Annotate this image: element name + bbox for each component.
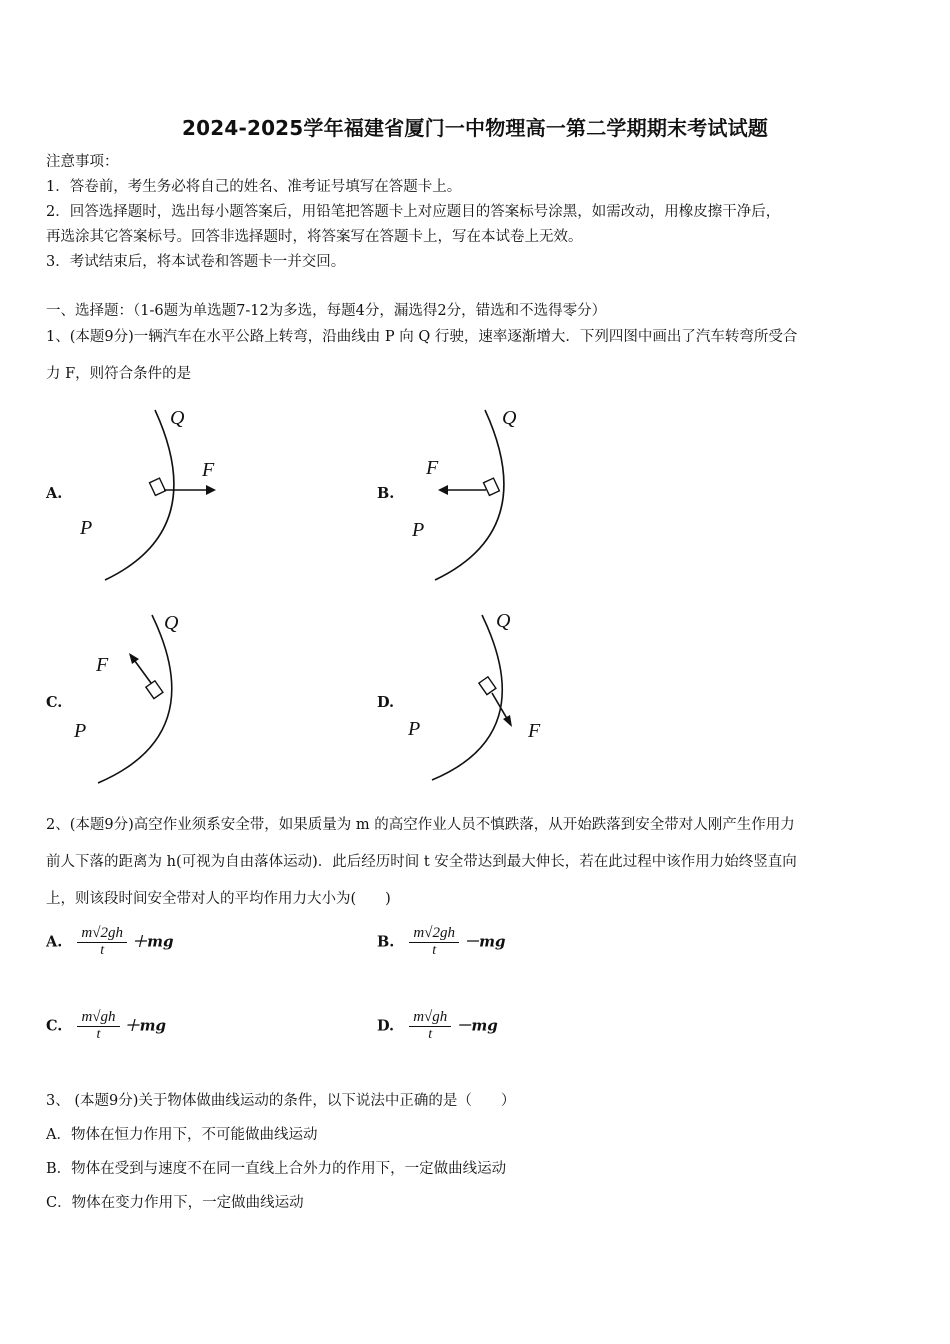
option-tail: ＋mg: [124, 1016, 166, 1035]
curve-path: [432, 615, 502, 780]
denominator: t: [96, 1027, 101, 1042]
curve-path: [105, 410, 174, 580]
q2-stem-line2: 前人下落的距离为 h(可视为自由落体运动)．此后经历时间 t 安全带达到最大伸长，若在此过程中该作用力始终竖直向: [46, 854, 797, 870]
q2-option-d[interactable]: [377, 1009, 498, 1043]
numerator: m√gh: [77, 1009, 119, 1027]
denominator: t: [428, 1027, 433, 1042]
option-tail: －mg: [456, 1016, 498, 1035]
fraction: [77, 925, 127, 959]
option-tail: －mg: [464, 932, 506, 951]
numerator: m√2gh: [409, 925, 459, 943]
car-box: [150, 478, 166, 495]
q1-figure-a: [60, 400, 260, 590]
force-arrowhead: [438, 485, 448, 495]
q-label: Q: [496, 610, 511, 632]
q1-option-b-label[interactable]: B.: [377, 485, 395, 502]
q2-option-b[interactable]: [377, 925, 505, 959]
q1-figure-d: [390, 605, 590, 795]
q2-stem-line3: 上，则该段时间安全带对人的平均作用力大小为( ): [46, 891, 391, 907]
fraction: [409, 1009, 451, 1043]
notice-item-2-cont: 再选涂其它答案标号。回答非选择题时，将答案写在答题卡上，写在本试卷上无效。: [46, 229, 583, 245]
section-heading: 一、选择题：（1-6题为单选题7-12为多选，每题4分，漏选得2分，错选和不选得零分）: [46, 303, 607, 319]
f-label: F: [528, 720, 541, 742]
q3-stem: 3、 (本题9分)关于物体做曲线运动的条件，以下说法中正确的是（ ）: [46, 1093, 516, 1109]
notice-item-1: 1．答卷前，考生务必将自己的姓名、准考证号填写在答题卡上。: [46, 179, 462, 195]
q2-option-c[interactable]: [46, 1009, 166, 1043]
option-label: B.: [377, 933, 395, 951]
notice-item-2: 2．回答选择题时，选出每小题答案后，用铅笔把答题卡上对应题目的答案标号涂黑，如需改动，用橡皮擦干净后，: [46, 204, 781, 220]
curve-path: [435, 410, 504, 580]
q-label: Q: [164, 612, 179, 634]
q1-figure-b: [390, 400, 590, 590]
f-label: F: [96, 654, 109, 676]
car-box: [146, 681, 163, 699]
force-arrowhead: [503, 715, 512, 727]
fraction: [77, 1009, 119, 1043]
q-label: Q: [502, 407, 517, 429]
q1-stem-line2: 力 F，则符合条件的是: [46, 366, 192, 382]
q2-option-a[interactable]: [46, 925, 173, 959]
option-tail: ＋mg: [132, 932, 174, 951]
numerator: m√gh: [409, 1009, 451, 1027]
notice-heading: 注意事项：: [46, 154, 119, 170]
option-label: A.: [46, 933, 63, 951]
denominator: t: [100, 943, 105, 958]
q1-option-d-label[interactable]: D.: [377, 694, 395, 711]
fraction: [409, 925, 459, 959]
q3-option-b[interactable]: B．物体在受到与速度不在同一直线上合外力的作用下，一定做曲线运动: [46, 1161, 507, 1177]
p-label: P: [408, 718, 421, 740]
q-label: Q: [170, 407, 185, 429]
q3-option-a[interactable]: A．物体在恒力作用下，不可能做曲线运动: [46, 1127, 318, 1143]
q2-stem-line1: 2、(本题9分)高空作业须系安全带，如果质量为 m 的高空作业人员不慎跌落，从开始跌落到安全带对人刚产生作用力: [46, 817, 795, 833]
numerator: m√2gh: [77, 925, 127, 943]
q3-option-c[interactable]: C．物体在变力作用下，一定做曲线运动: [46, 1195, 304, 1211]
q1-option-a-label[interactable]: A.: [46, 485, 63, 502]
q1-figure-c: [60, 605, 260, 795]
p-label: P: [80, 517, 93, 539]
car-box: [484, 478, 500, 495]
f-label: F: [202, 459, 215, 481]
p-label: P: [412, 519, 425, 541]
car-box: [479, 677, 496, 695]
option-label: C.: [46, 1017, 63, 1035]
force-arrowhead: [129, 653, 139, 664]
p-label: P: [74, 720, 87, 742]
f-label: F: [426, 457, 439, 479]
option-label: D.: [377, 1017, 395, 1035]
q1-option-c-label[interactable]: C.: [46, 694, 63, 711]
curve-path: [98, 615, 172, 783]
page-title: 2024-2025学年福建省厦门一中物理高一第二学期期末考试试题: [181, 116, 769, 140]
denominator: t: [432, 943, 437, 958]
notice-item-3: 3．考试结束后，将本试卷和答题卡一并交回。: [46, 254, 346, 270]
q1-stem-line1: 1、(本题9分)一辆汽车在水平公路上转弯，沿曲线由 P 向 Q 行驶，速率逐渐增大．下列四图中画出了汽车转弯所受合: [46, 329, 798, 345]
force-arrowhead: [206, 485, 216, 495]
